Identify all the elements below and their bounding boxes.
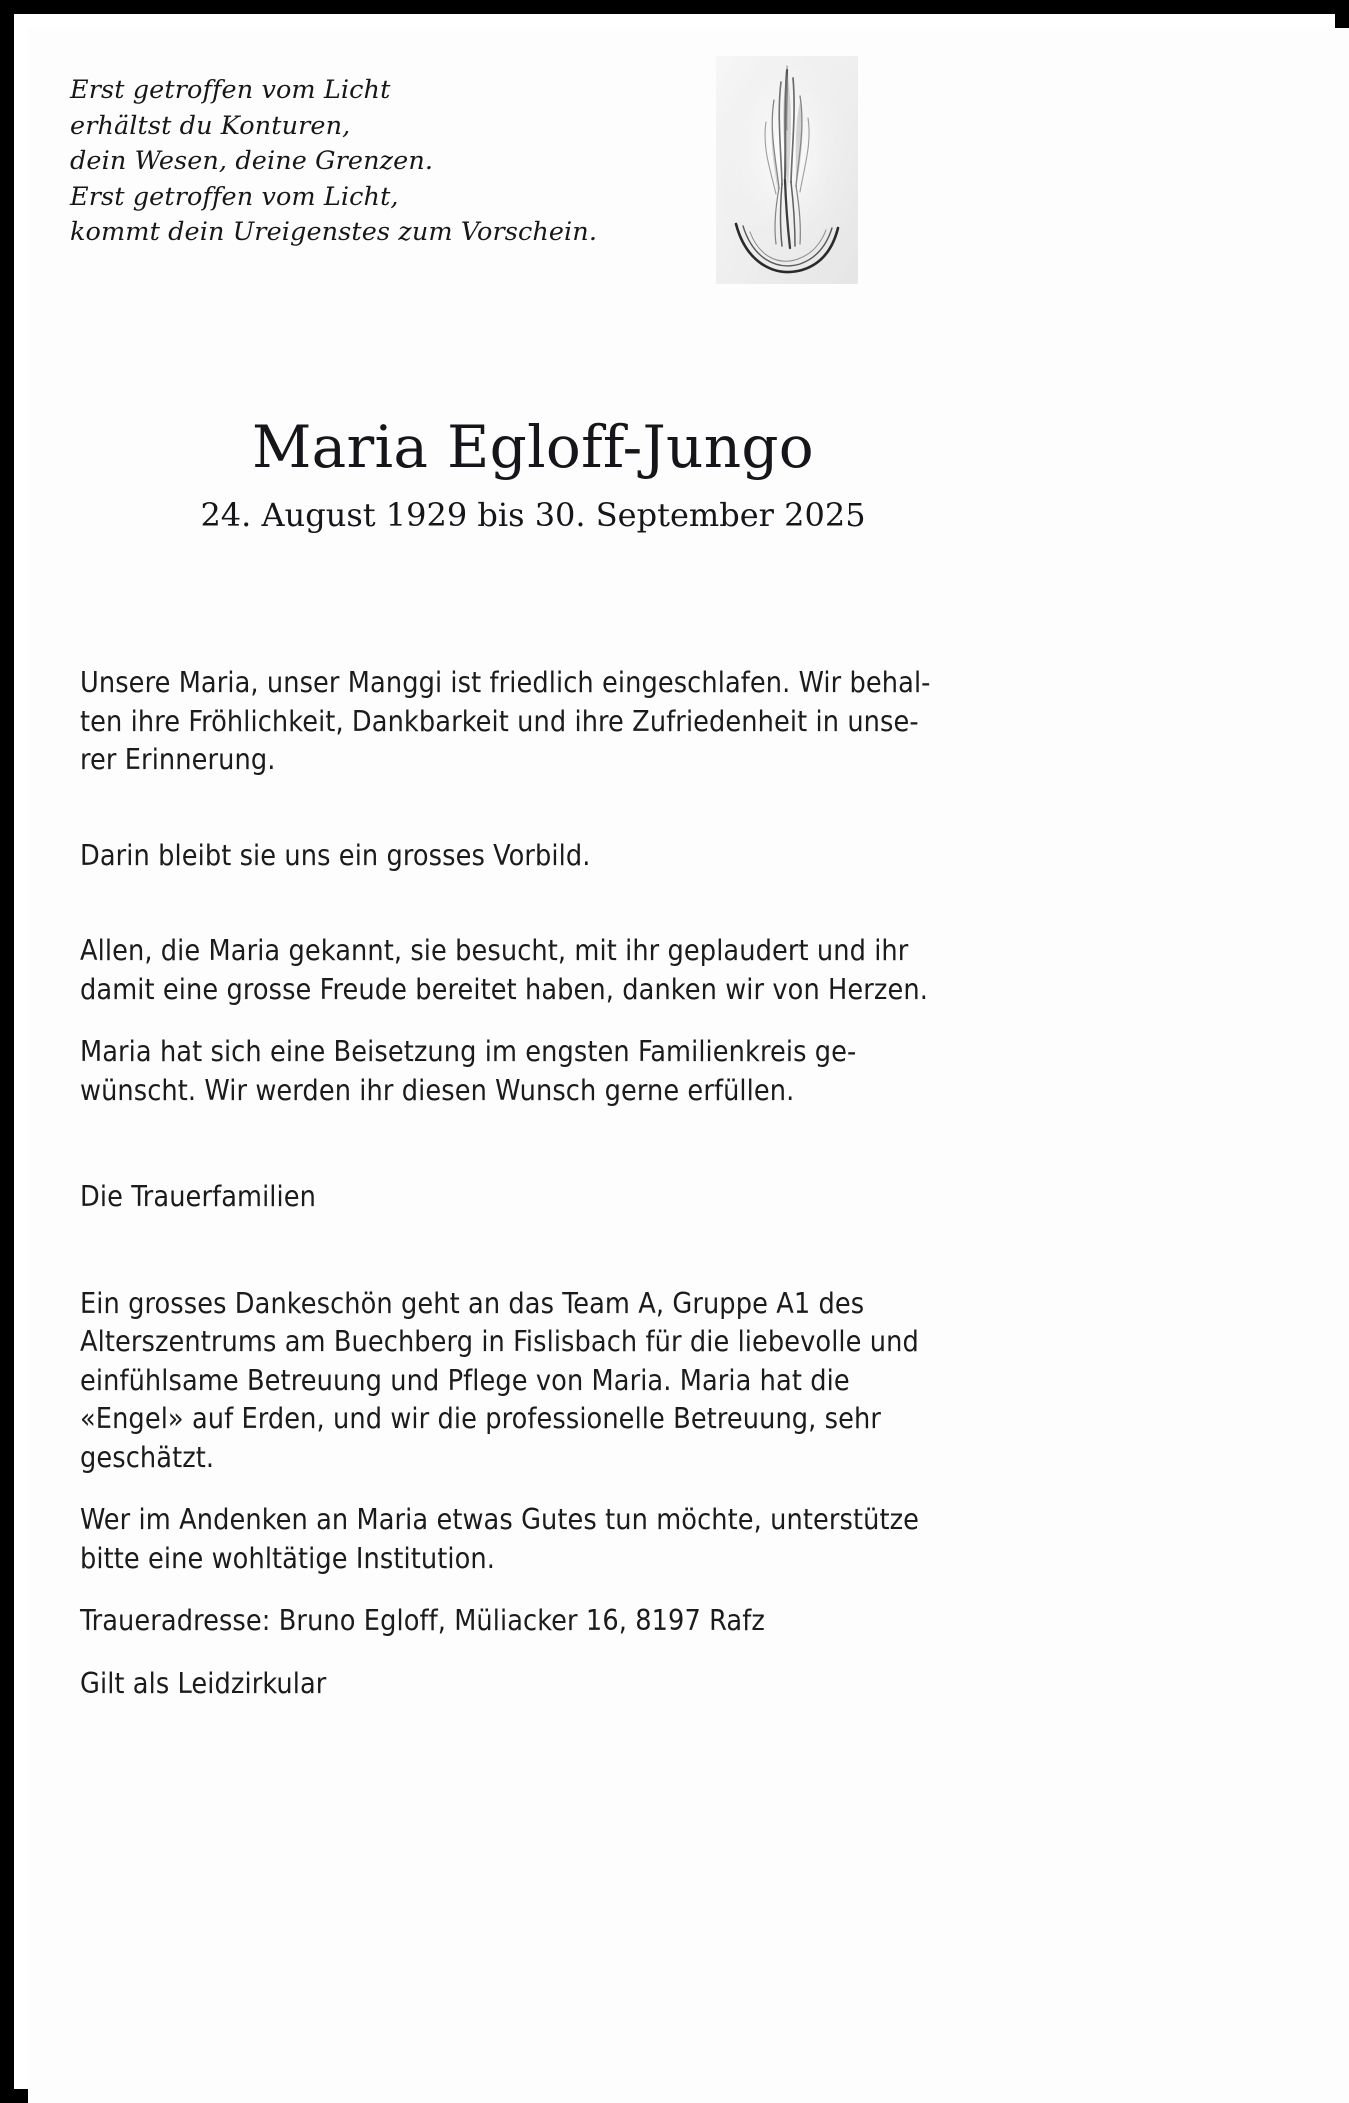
- paragraph-spende: [80, 1501, 975, 1578]
- verse-line-3: dein Wesen, deine Grenzen.: [70, 146, 434, 176]
- paragraph-line: geschätzt.: [80, 1440, 215, 1474]
- paragraph-line: Allen, die Maria gekannt, sie besucht, mit ihr geplaudert und ihr: [80, 934, 909, 967]
- paragraph-line: wünscht. Wir werden ihr diesen Wunsch gerne erfüllen.: [80, 1073, 795, 1107]
- paragraph-line: ten ihre Fröhlichkeit, Dankbarkeit und ihre Zufriedenheit in unse-: [80, 704, 919, 738]
- obituary-notice-inner: [28, 28, 1349, 2103]
- paragraph-line: Gilt als Leidzirkular: [80, 1666, 327, 1700]
- paragraph-signature: [80, 1178, 975, 1217]
- paragraph-line: einfühlsame Betreuung und Pflege von Maria. Maria hat die: [80, 1363, 850, 1397]
- verse-line-1: Erst getroffen vom Licht: [70, 75, 391, 105]
- paragraph-line: Wer im Andenken an Maria etwas Gutes tun möchte, unterstütze: [80, 1503, 920, 1536]
- paragraph-intro: [80, 664, 975, 780]
- flame-grass-illustration-icon: [716, 56, 858, 284]
- verse-line-2: erhältst du Konturen,: [70, 110, 351, 141]
- paragraph-vorbild: [80, 837, 975, 876]
- paragraph-line: Ein grosses Dankeschön geht an das Team A, Gruppe A1 des: [80, 1286, 865, 1320]
- paragraph-dank-team: [80, 1285, 975, 1478]
- paragraph-line: damit eine grosse Freude bereitet haben, danken wir von Herzen.: [80, 972, 928, 1006]
- paragraph-line: Darin bleibt sie uns ein grosses Vorbild.: [80, 838, 591, 872]
- name-block: [28, 414, 1038, 536]
- paragraph-dank-besuch: [80, 932, 975, 1009]
- paragraph-line: bitte eine wohltätige Institution.: [80, 1541, 495, 1575]
- paragraph-beisetzung: [80, 1033, 975, 1110]
- life-dates: 24. August 1929 bis 30. September 2025: [200, 496, 866, 534]
- body-copy: [80, 664, 975, 1703]
- paragraph-leidzirkular: [80, 1665, 975, 1704]
- paragraph-line: Unsere Maria, unser Manggi ist friedlich eingeschlafen. Wir behal-: [80, 666, 931, 699]
- deceased-name: Maria Egloff-Jungo: [251, 413, 815, 481]
- paragraph-line: «Engel» auf Erden, und wir die professionelle Betreuung, sehr: [80, 1402, 881, 1435]
- paragraph-line: Die Trauerfamilien: [80, 1180, 316, 1213]
- paragraph-line: Maria hat sich eine Beisetzung im engsten Familienkreis ge-: [80, 1035, 857, 1068]
- verse-line-5: kommt dein Ureigenstes zum Vorschein.: [70, 217, 598, 247]
- paragraph-line: Alterszentrums am Buechberg in Fislisbach für die liebevolle und: [80, 1325, 919, 1358]
- verse-line-4: Erst getroffen vom Licht,: [70, 181, 399, 212]
- verse-block: [70, 73, 770, 251]
- paragraph-traueradresse: [80, 1602, 975, 1641]
- paragraph-line: Traueradresse: Bruno Egloff, Müliacker 16, 8197 Rafz: [80, 1604, 765, 1637]
- paragraph-line: rer Erinnerung.: [80, 743, 276, 776]
